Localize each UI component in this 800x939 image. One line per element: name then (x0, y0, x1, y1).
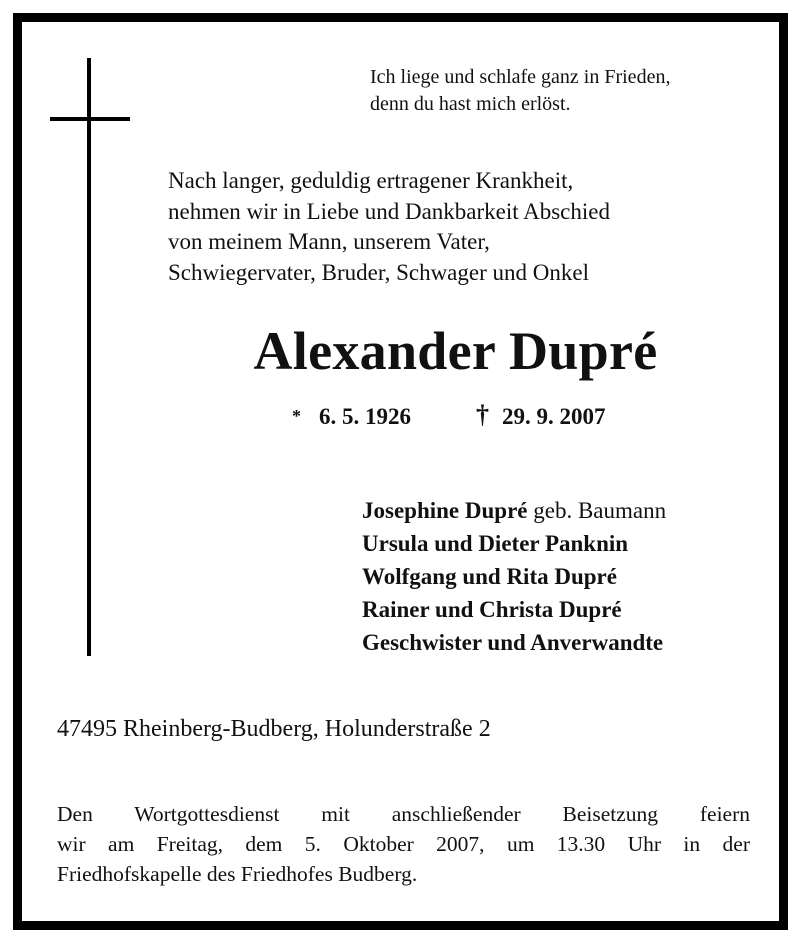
intro-line-4: Schwiegervater, Bruder, Schwager und Onkel (168, 259, 589, 285)
birth-date: 6. 5. 1926 (319, 404, 411, 429)
service-notice (57, 799, 750, 889)
intro-line-3: von meinem Mann, unserem Vater, (168, 229, 490, 254)
service-line-3: Friedhofskapelle des Friedhofes Budberg. (57, 862, 418, 886)
family-signatures (362, 494, 666, 659)
widow-name: Josephine Dupré (362, 498, 528, 523)
death-cross-icon: † (476, 400, 489, 429)
psalm-line-2: denn du hast mich erlöst. (370, 93, 571, 115)
intro-line-2: nehmen wir in Liebe und Dankbarkeit Abschied (168, 198, 610, 224)
obituary-frame (13, 13, 788, 930)
birth-symbol: * (292, 406, 301, 426)
family-line-3: Wolfgang und Rita Dupré (362, 564, 617, 589)
cross-icon-bar (50, 117, 130, 121)
intro-line-1: Nach langer, geduldig ertragener Krankheit, (168, 168, 574, 193)
psalm-verse (370, 64, 670, 118)
service-line-1: Den Wortgottesdienst mit anschließender Beisetzung feiern (57, 802, 750, 826)
deceased-name: Alexander Dupré (253, 321, 658, 381)
family-line-4: Rainer und Christa Dupré (362, 597, 622, 622)
psalm-line-1: Ich liege und schlafe ganz in Frieden, (370, 66, 671, 88)
address: 47495 Rheinberg-Budberg, Holunderstraße 2 (57, 716, 491, 742)
service-line-2: wir am Freitag, dem 5. Oktober 2007, um 13.30 Uhr in der (57, 832, 750, 856)
intro-text (168, 166, 610, 288)
family-line-2: Ursula und Dieter Panknin (362, 531, 629, 556)
family-line-5: Geschwister und Anverwandte (362, 630, 664, 655)
death-date: 29. 9. 2007 (502, 404, 606, 429)
family-line-1 (362, 494, 666, 527)
widow-maiden-name: geb. Baumann (527, 498, 667, 523)
